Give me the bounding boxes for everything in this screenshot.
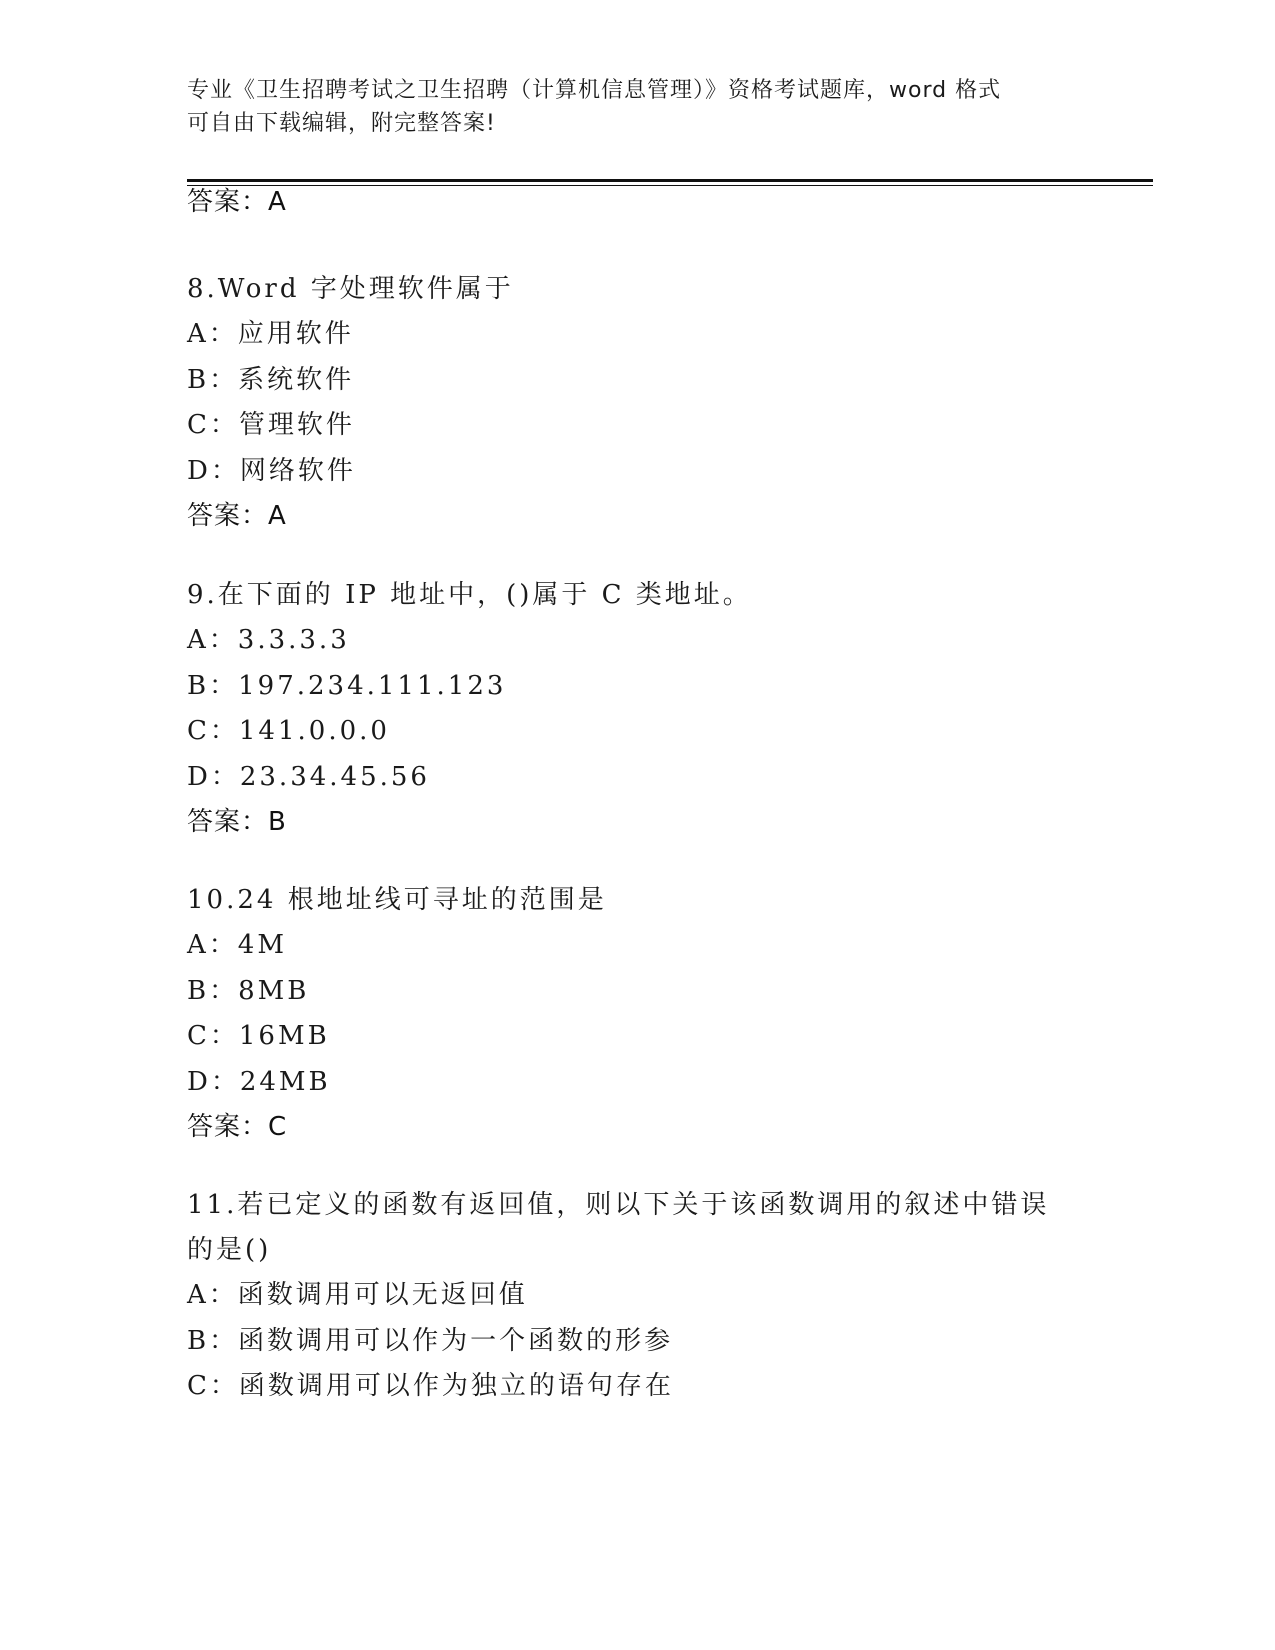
question-11 xyxy=(187,1183,1077,1410)
option-b: B：197.234.111.123 xyxy=(187,670,507,701)
header-line-1: 专业《卫生招聘考试之卫生招聘（计算机信息管理）》资格考试题库，word 格式 xyxy=(187,78,1002,103)
option-a: A：应用软件 xyxy=(187,319,354,349)
question-stem: 10.24 根地址线可寻址的范围是 xyxy=(187,885,607,915)
option-d: D：24MB xyxy=(187,1066,331,1097)
option-c: C：141.0.0.0 xyxy=(187,716,390,746)
option-a: A：函数调用可以无返回值 xyxy=(187,1280,528,1310)
option-d: D：网络软件 xyxy=(187,455,356,486)
option-a: A：3.3.3.3 xyxy=(187,625,350,655)
question-8 xyxy=(187,267,1107,538)
header-line-2: 可自由下载编辑，附完整答案! xyxy=(187,111,496,136)
answer-label: 答案：C xyxy=(187,1112,288,1142)
option-b: B：系统软件 xyxy=(187,364,355,395)
option-c: C：管理软件 xyxy=(187,410,355,440)
option-b: B：函数调用可以作为一个函数的形参 xyxy=(187,1325,674,1356)
question-stem: 11.若已定义的函数有返回值，则以下关于该函数调用的叙述中错误的是() xyxy=(187,1190,1050,1265)
answer-label: 答案：A xyxy=(187,187,287,217)
option-c: C：16MB xyxy=(187,1021,330,1051)
answer-label: 答案：B xyxy=(187,807,287,837)
option-d: D：23.34.45.56 xyxy=(187,761,430,792)
option-a: A：4M xyxy=(187,930,287,960)
question-9 xyxy=(187,573,1107,844)
option-c: C：函数调用可以作为独立的语句存在 xyxy=(187,1371,674,1401)
option-b: B：8MB xyxy=(187,975,310,1006)
question-stem: 9.在下面的 IP 地址中，()属于 C 类地址。 xyxy=(187,580,752,610)
document-header xyxy=(187,74,1067,140)
question-10 xyxy=(187,878,1107,1149)
question-stem: 8.Word 字处理软件属于 xyxy=(187,274,514,304)
previous-answer-block xyxy=(187,180,1107,224)
answer-label: 答案：A xyxy=(187,501,287,531)
